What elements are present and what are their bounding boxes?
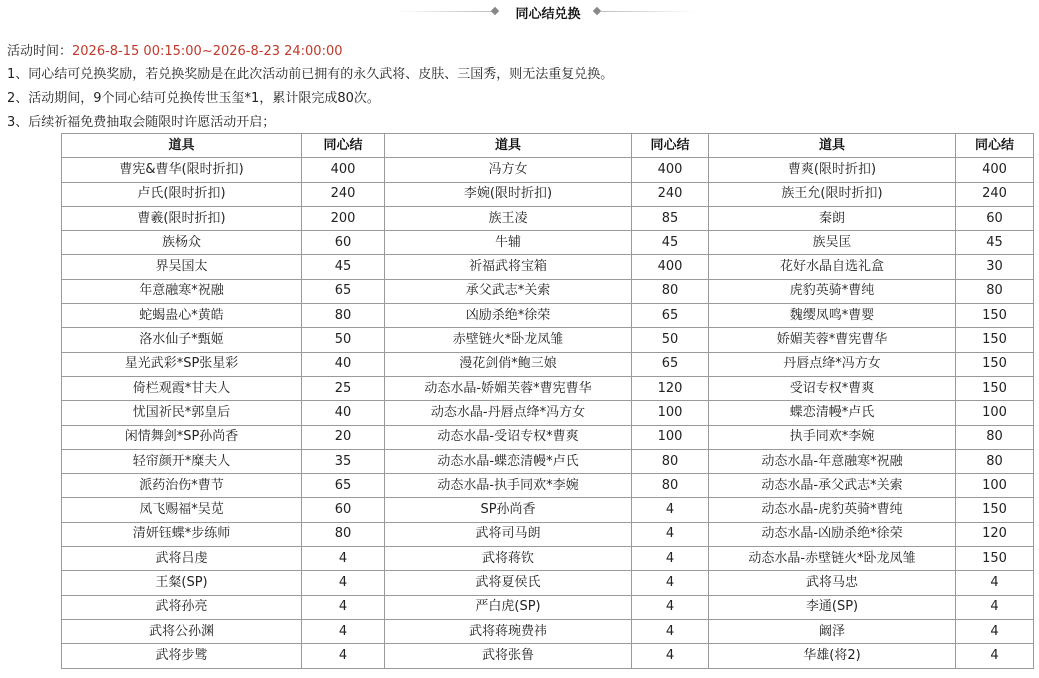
knot-cost-cell: 4 [632,547,709,571]
item-cell: 魏缨凤鸣*曹婴 [709,304,956,328]
table-row [62,595,1034,619]
knot-cost-cell: 40 [302,401,385,425]
item-cell: 族吴匡 [709,231,956,255]
knot-cost-cell: 120 [956,522,1034,546]
table-row [62,449,1034,473]
item-cell: 武将马忠 [709,571,956,595]
knot-cost-cell: 100 [632,425,709,449]
event-time-label: 活动时间： [7,44,73,59]
item-cell: 动态水晶-蝶恋清幔*卢氏 [385,449,632,473]
knot-cost-cell: 50 [632,328,709,352]
table-row [62,474,1034,498]
knot-cost-cell: 4 [632,619,709,643]
knot-cost-cell: 65 [302,474,385,498]
event-time-value: 2026-8-15 00:15:00~2026-8-23 24:00:00 [72,44,343,59]
item-cell: 忧国祈民*郭皇后 [62,401,302,425]
item-cell: 武将夏侯氏 [385,571,632,595]
item-cell: 星光武彩*SP张星彩 [62,352,302,376]
item-cell: 凶励杀绝*徐荣 [385,304,632,328]
item-cell: 派药治伤*曹节 [62,474,302,498]
knot-cost-cell: 240 [632,182,709,206]
table-row [62,231,1034,255]
knot-cost-cell: 200 [302,206,385,230]
knot-cost-cell: 60 [302,231,385,255]
knot-cost-cell: 100 [632,401,709,425]
item-cell: 动态水晶-虎豹英骑*曹纯 [709,498,956,522]
knot-cost-cell: 4 [302,644,385,668]
column-header-item: 道具 [709,134,956,158]
item-cell: 李通(SP) [709,595,956,619]
knot-cost-cell: 400 [302,158,385,182]
knot-cost-cell: 4 [302,571,385,595]
item-cell: 受诏专权*曹爽 [709,376,956,400]
knot-cost-cell: 400 [632,255,709,279]
knot-cost-cell: 45 [302,255,385,279]
item-cell: 族王允(限时折扣) [709,182,956,206]
item-cell: 赤壁链火*卧龙凤雏 [385,328,632,352]
knot-cost-cell: 400 [956,158,1034,182]
table-row [62,255,1034,279]
knot-cost-cell: 400 [632,158,709,182]
column-header-item: 道具 [385,134,632,158]
column-header-item: 道具 [62,134,302,158]
item-cell: 洛水仙子*甄姬 [62,328,302,352]
knot-cost-cell: 40 [302,352,385,376]
knot-cost-cell: 150 [956,352,1034,376]
table-body [62,158,1034,668]
knot-cost-cell: 100 [956,401,1034,425]
item-cell: 漫花剑俏*鲍三娘 [385,352,632,376]
table-row [62,206,1034,230]
item-cell: 动态水晶-凶励杀绝*徐荣 [709,522,956,546]
knot-cost-cell: 30 [956,255,1034,279]
item-cell: 卢氏(限时折扣) [62,182,302,206]
knot-cost-cell: 150 [956,304,1034,328]
item-cell: 华雄(将2) [709,644,956,668]
item-cell: 执手同欢*李婉 [709,425,956,449]
knot-cost-cell: 50 [302,328,385,352]
knot-cost-cell: 80 [632,474,709,498]
page-title: 同心结兑换 [515,7,581,22]
knot-cost-cell: 4 [956,619,1034,643]
knot-cost-cell: 35 [302,449,385,473]
knot-cost-cell: 65 [302,279,385,303]
knot-cost-cell: 60 [956,206,1034,230]
knot-cost-cell: 60 [302,498,385,522]
knot-cost-cell: 80 [632,449,709,473]
knot-cost-cell: 240 [956,182,1034,206]
item-cell: 冯方女 [385,158,632,182]
knot-cost-cell: 4 [302,595,385,619]
event-time-line [7,44,343,60]
item-cell: 武将张鲁 [385,644,632,668]
rule-line-2: 2、活动期间，9个同心结可兑换传世玉玺*1，累计限完成80次。 [7,91,380,106]
item-cell: 花好水晶自选礼盒 [709,255,956,279]
table-row [62,619,1034,643]
table-row [62,547,1034,571]
table-row [62,425,1034,449]
knot-cost-cell: 80 [956,449,1034,473]
item-cell: 武将公孙渊 [62,619,302,643]
item-cell: 秦朗 [709,206,956,230]
table-row [62,522,1034,546]
knot-cost-cell: 4 [632,498,709,522]
table-row [62,182,1034,206]
item-cell: 动态水晶-赤壁链火*卧龙凤雏 [709,547,956,571]
knot-cost-cell: 45 [632,231,709,255]
knot-cost-cell: 80 [956,425,1034,449]
item-cell: 动态水晶-承父武志*关索 [709,474,956,498]
item-cell: 曹羲(限时折扣) [62,206,302,230]
title-divider-left [396,11,492,12]
table-row [62,401,1034,425]
knot-cost-cell: 150 [956,376,1034,400]
table-row [62,304,1034,328]
item-cell: 闲情舞剑*SP孙尚香 [62,425,302,449]
item-cell: 牛辅 [385,231,632,255]
knot-cost-cell: 150 [956,328,1034,352]
knot-cost-cell: 65 [632,352,709,376]
knot-cost-cell: 65 [632,304,709,328]
exchange-table [61,133,1034,669]
table-row [62,571,1034,595]
item-cell: 武将孙亮 [62,595,302,619]
knot-cost-cell: 100 [956,474,1034,498]
table-row [62,158,1034,182]
item-cell: 动态水晶-丹唇点绛*冯方女 [385,401,632,425]
knot-cost-cell: 240 [302,182,385,206]
diamond-ornament-left-icon [491,7,499,15]
knot-cost-cell: 80 [302,522,385,546]
column-header-knots: 同心结 [302,134,385,158]
knot-cost-cell: 4 [302,619,385,643]
rule-line-3: 3、后续祈福免费抽取会随限时许愿活动开启； [7,115,276,130]
item-cell: 武将蒋琬费祎 [385,619,632,643]
item-cell: 王粲(SP) [62,571,302,595]
item-cell: 动态水晶-娇媚芙蓉*曹宪曹华 [385,376,632,400]
knot-cost-cell: 25 [302,376,385,400]
table-row [62,644,1034,668]
item-cell: 严白虎(SP) [385,595,632,619]
knot-cost-cell: 4 [302,547,385,571]
knot-cost-cell: 4 [956,644,1034,668]
item-cell: 承父武志*关索 [385,279,632,303]
table-row [62,352,1034,376]
item-cell: 族杨众 [62,231,302,255]
knot-cost-cell: 85 [632,206,709,230]
table-header-row [62,134,1034,158]
knot-cost-cell: 4 [956,595,1034,619]
item-cell: 蝶恋清幔*卢氏 [709,401,956,425]
knot-cost-cell: 120 [632,376,709,400]
item-cell: 曹宪&曹华(限时折扣) [62,158,302,182]
item-cell: 界吴国太 [62,255,302,279]
item-cell: 武将司马朗 [385,522,632,546]
rule-line-1: 1、同心结可兑换奖励，若兑换奖励是在此次活动前已拥有的永久武将、皮肤、三国秀，则无法重复兑换。 [7,67,614,82]
knot-cost-cell: 45 [956,231,1034,255]
item-cell: 虎豹英骑*曹纯 [709,279,956,303]
table-row [62,498,1034,522]
knot-cost-cell: 150 [956,547,1034,571]
item-cell: 武将步骘 [62,644,302,668]
item-cell: 凤飞赐福*吴苋 [62,498,302,522]
item-cell: 武将吕虔 [62,547,302,571]
item-cell: 族王凌 [385,206,632,230]
knot-cost-cell: 20 [302,425,385,449]
item-cell: 武将蒋钦 [385,547,632,571]
item-cell: 阚泽 [709,619,956,643]
item-cell: 李婉(限时折扣) [385,182,632,206]
item-cell: 清妍钰蝶*步练师 [62,522,302,546]
title-divider-right [600,11,696,12]
knot-cost-cell: 80 [956,279,1034,303]
table-row [62,376,1034,400]
item-cell: 年意融寒*祝融 [62,279,302,303]
page-title-bar [0,0,1039,24]
item-cell: 轻帘颜开*糜夫人 [62,449,302,473]
knot-cost-cell: 4 [632,522,709,546]
knot-cost-cell: 4 [956,571,1034,595]
table-row [62,328,1034,352]
knot-cost-cell: 80 [632,279,709,303]
item-cell: 娇媚芙蓉*曹宪曹华 [709,328,956,352]
item-cell: 动态水晶-执手同欢*李婉 [385,474,632,498]
item-cell: 丹唇点绛*冯方女 [709,352,956,376]
item-cell: 祈福武将宝箱 [385,255,632,279]
knot-cost-cell: 4 [632,571,709,595]
knot-cost-cell: 4 [632,595,709,619]
knot-cost-cell: 80 [302,304,385,328]
item-cell: 动态水晶-受诏专权*曹爽 [385,425,632,449]
item-cell: 蛇蝎蛊心*黄皓 [62,304,302,328]
item-cell: 倚栏观霞*甘夫人 [62,376,302,400]
item-cell: 曹爽(限时折扣) [709,158,956,182]
knot-cost-cell: 4 [632,644,709,668]
knot-cost-cell: 150 [956,498,1034,522]
item-cell: 动态水晶-年意融寒*祝融 [709,449,956,473]
column-header-knots: 同心结 [632,134,709,158]
column-header-knots: 同心结 [956,134,1034,158]
table-row [62,279,1034,303]
item-cell: SP孙尚香 [385,498,632,522]
